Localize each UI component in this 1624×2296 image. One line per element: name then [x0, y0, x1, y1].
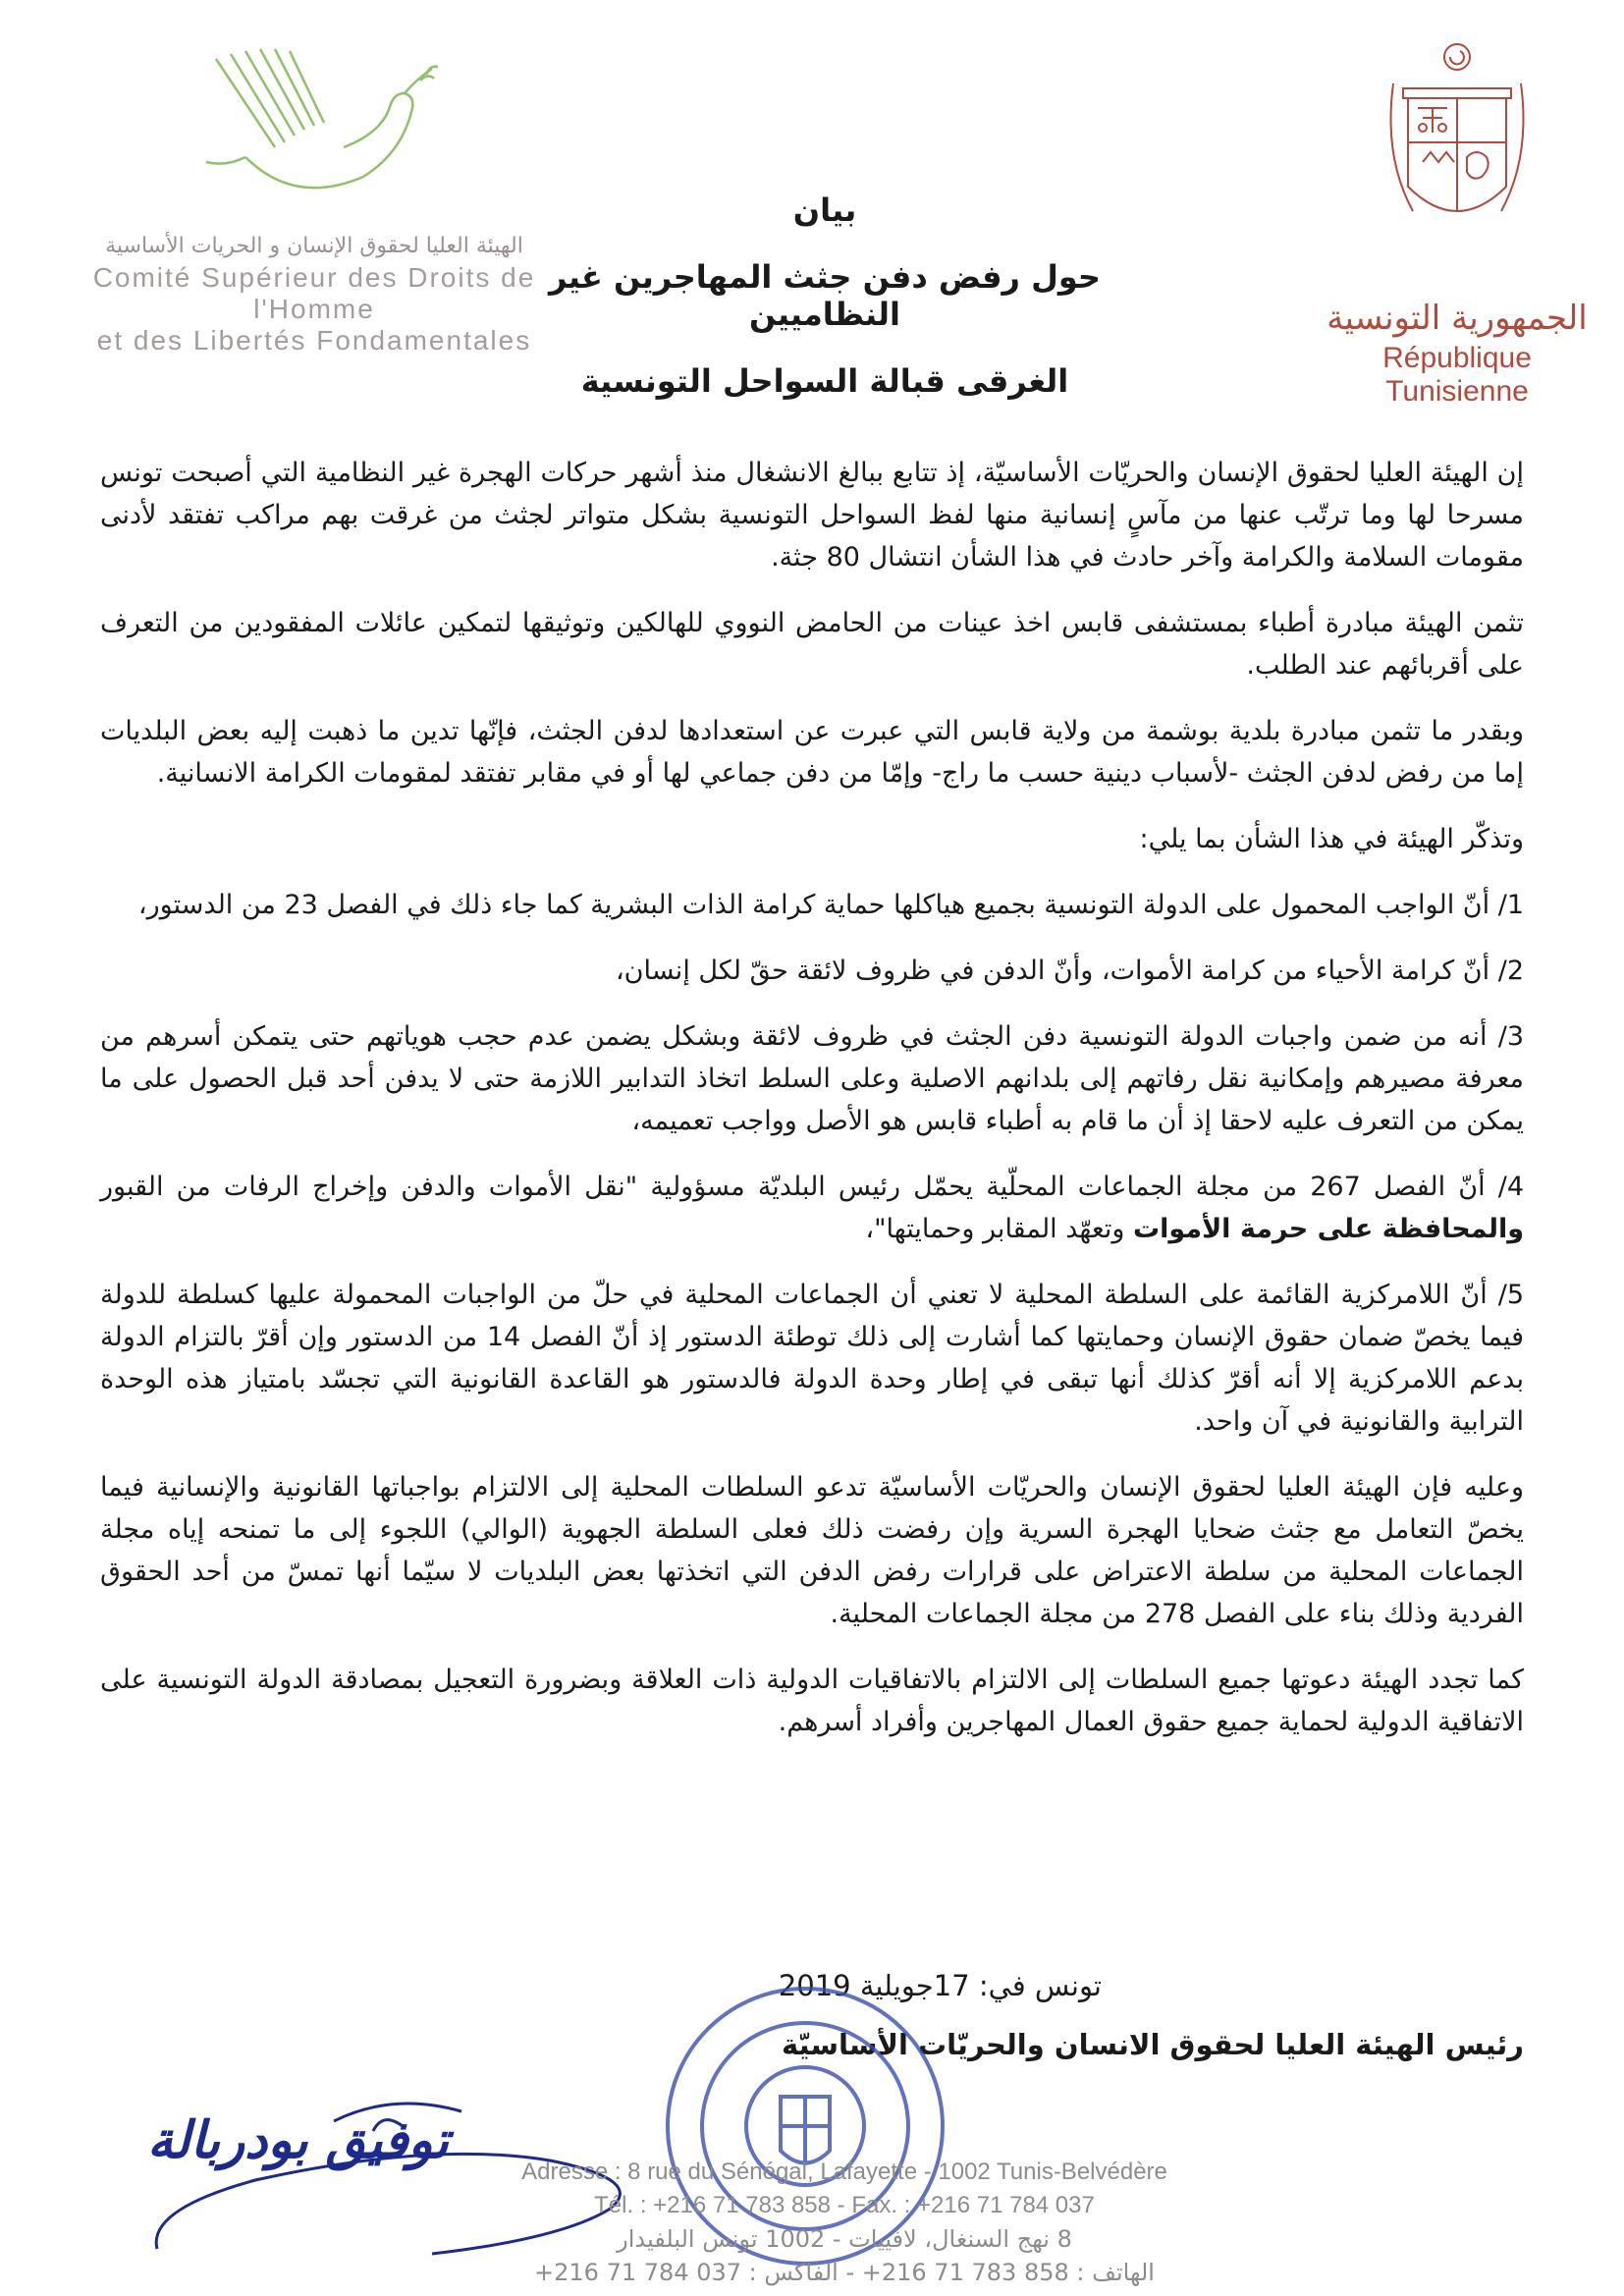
title-line-2: حول رفض دفن جثث المهاجرين غير النظاميين — [549, 258, 1101, 333]
title-line-1: بيان — [792, 191, 857, 229]
statement-body — [100, 452, 1524, 1767]
point-4-text-c: وتعهّد المقابر وحمايتها"، — [865, 1214, 1125, 1244]
republic-arabic-name: الجمهورية التونسية — [1326, 299, 1588, 338]
point-2: 2/ أنّ كرامة الأحياء من كرامة الأموات، وأنّ الدفن في ظروف لائقة حقّ لكل إنسان، — [615, 956, 1524, 986]
footer-address-arabic: 8 نهج السنغال، لافييات - 1002 تونس البلفيدار — [617, 2225, 1072, 2253]
paragraph-international-conventions: كما تجدد الهيئة دعوتها جميع السلطات إلى الالتزام بالاتفاقيات الدولية ذات العلاقة وبضرورة التعجيل بمصادقة الدولة التونسية على الاتفاقية الدولية لحماية جميع حقوق العمال المهاجرين وأفراد أسرهم. — [100, 1665, 1524, 1737]
dove-logo-icon — [187, 39, 442, 206]
committee-french-name-line2: et des Libertés Fondamentales — [96, 325, 532, 355]
paragraph-reminder-intro: وتذكّر الهيئة في هذا الشأن بما يلي: — [1139, 824, 1524, 854]
statement-date: تونس في: 17جويلية 2019 — [778, 1969, 1102, 2002]
coat-of-arms-icon — [1383, 39, 1531, 246]
republic-header — [1310, 39, 1604, 409]
title-line-3: الغرقى قبالة السواحل التونسية — [580, 362, 1069, 400]
footer-phone-arabic: الهاتف : 858 783 71 216+ - الفاكس : 037 784 71 216+ — [534, 2259, 1155, 2286]
footer-address — [452, 2156, 1237, 2289]
point-1: 1/ أنّ الواجب المحمول على الدولة التونسية بجميع هياكلها حماية كرامة الذات البشرية كما جاء ذلك في الفصل 23 من الدستور، — [137, 890, 1524, 920]
point-4-text-a: 4/ أنّ الفصل 267 من مجلة الجماعات المحلّية يحمّل رئيس البلديّة مسؤولية "نقل الأموات والدفن وإخراج الرفات من القبور — [100, 1172, 1525, 1202]
signer-name: توفيق بودربالة — [147, 2111, 449, 2170]
point-4 — [100, 1166, 1524, 1250]
republic-french-name: République Tunisienne — [1382, 342, 1532, 408]
point-4-bold: والمحافظة على حرمة الأموات — [1133, 1214, 1524, 1244]
footer-phone-french: Tél. : +216 71 783 858 - Fax. : +216 71 784 037 — [594, 2192, 1095, 2218]
paragraph-municipalities: وبقدر ما تثمن مبادرة بلدية بوشمة من ولاية قابس التي عبرت عن استعدادها لدفن الجثث، فإنّها تدين ما ذهبت إليه بعض البلديات إما من رفض لدفن الجثث -لأسباب دينية حسب ما راج- وإمّا من دفن جماعي لها أو في مقابر تفتقد لمقومات الكرامة الانسانية. — [100, 716, 1524, 789]
committee-french-name-line1: Comité Supérieur des Droits de l'Homme — [92, 262, 536, 324]
committee-arabic-name: الهيئة العليا لحقوق الإنسان و الحريات الأساسية — [105, 234, 523, 258]
point-3: 3/ أنه من ضمن واجبات الدولة التونسية دفن الجثث في ظروف لائقة وبشكل يضمن عدم حجب هوياتهم حتى يتمكن أسرهم من معرفة مصيرهم وإمكانية نقل رفاتهم إلى بلدانهم الاصلية وعلى السلط اتخاذ التدابير اللازمة حتى لا يدفن أحد قبل الحصول على ما يمكن من التعرف عليه لاحقا إذ أن ما قام به أطباء قابس هو الأصل وواجب تعميمه، — [100, 1021, 1524, 1136]
paragraph-gabes-doctors: تثمن الهيئة مبادرة أطباء بمستشفى قابس اخذ عينات من الحامض النووي للهالكين وتوثيقها لتمكين عائلات المفقودين من التعرف على أقربائهم عند الطلب. — [100, 608, 1524, 681]
paragraph-call-to-authorities: وعليه فإن الهيئة العليا لحقوق الإنسان والحريّات الأساسيّة تدعو السلطات المحلية إلى الالتزام بواجباتها القانونية والإنسانية فيما يخصّ التعامل مع جثث ضحايا الهجرة السرية وإن رفضت ذلك فعلى السلطة الجهوية (الوالي) اللجوء إلى ما تمنحه إياه مجلة الجماعات المحلية من سلطة الاعتراض على قرارات رفض الدفن التي اتخذتها بعض البلديات لا سيّما أنها تمسّ من أحد الحقوق الفردية وذلك بناء على الفصل 278 من مجلة الجماعات المحلية. — [100, 1472, 1524, 1629]
point-5: 5/ أنّ اللامركزية القائمة على السلطة المحلية لا تعني أن الجماعات المحلية في حلّ من الواجبات المحمولة عليها كسلطة للدولة فيما يخصّ ضمان حقوق الإنسان وحمايتها كما أشارت إلى ذلك توطئة الدستور إذ أنّ الفصل 14 من الدستور وإن أقرّ بالتزام الدولة بدعم اللامركزية إلا أنه أقرّ كذلك أنها تبقى في إطار وحدة الدولة فالدستور هو القاعدة القانونية التي تجسّد بامتياز هذه الوحدة الترابية والقانونية في آن واحد. — [100, 1280, 1525, 1437]
signer-title: رئيس الهيئة العليا لحقوق الانسان والحريّات الأساسيّة — [782, 2028, 1524, 2061]
footer-address-french: Adresse : 8 rue du Sénégal, Lafayette - 1002 Tunis-Belvédère — [521, 2159, 1167, 2185]
statement-title — [471, 191, 1178, 429]
paragraph-intro: إن الهيئة العليا لحقوق الإنسان والحريّات الأساسيّة، إذ تتابع ببالغ الانشغال منذ أشهر حركات الهجرة غير النظامية التي أصبحت تونس مسرحا لها وما ترتّب عنها من مآسٍ إنسانية منها لفظ السواحل التونسية بشكل متواتر لجثث من غرقت بهم مراكب تفتقد لأدنى مقومات السلامة والكرامة وآخر حادث في هذا الشأن انتشال 80 جثة. — [100, 458, 1524, 573]
